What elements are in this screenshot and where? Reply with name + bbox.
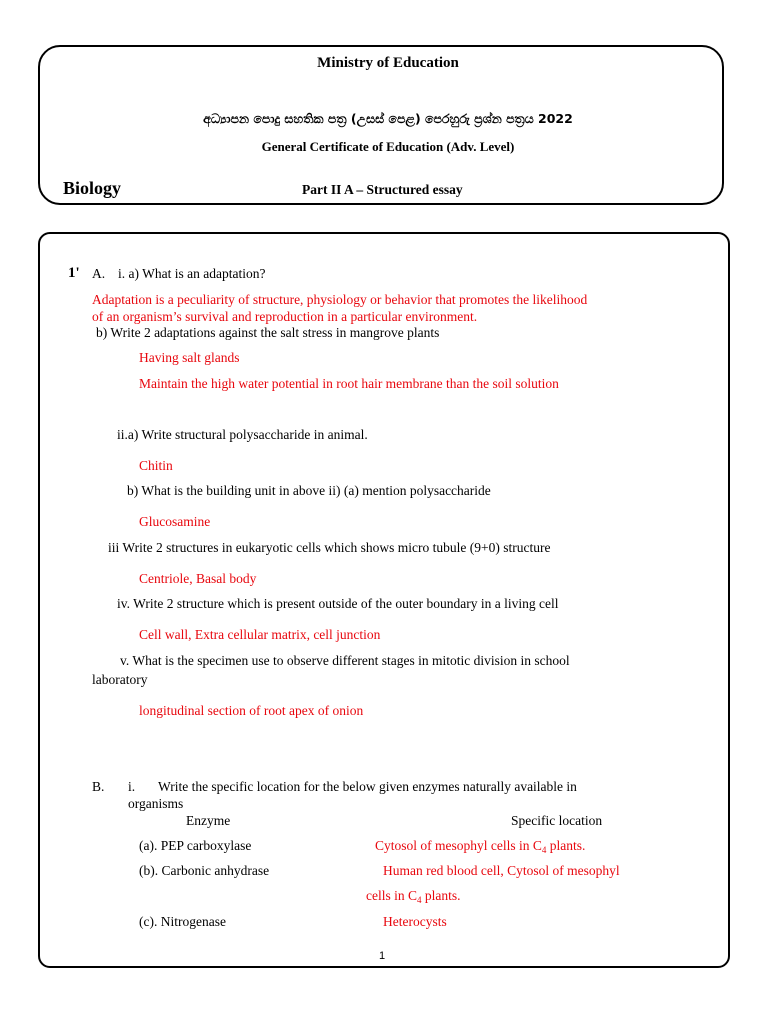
gce-title: General Certificate of Education (Adv. Level) <box>261 139 515 154</box>
part-title: Part II A – Structured essay <box>302 182 463 197</box>
section-b-label: B. <box>92 779 105 794</box>
question-a-iv: iv. Write 2 structure which is present outside of the outer boundary in a living cell <box>117 596 559 611</box>
section-b-i-label: i. <box>128 779 136 794</box>
answer-a-i-b-2: Maintain the high water potential in root hair membrane than the soil solution <box>139 376 559 391</box>
question-a-iii: iii Write 2 structures in eukaryotic cells which shows micro tubule (9+0) structure <box>108 540 551 555</box>
section-a-label: A. <box>92 266 106 281</box>
question-a-i-b: b) Write 2 adaptations against the salt stress in mangrove plants <box>96 325 440 340</box>
answer-a-i-a-line1: Adaptation is a peculiarity of structure, physiology or behavior that promotes the likelihood <box>92 292 588 307</box>
location-c: Heterocysts <box>383 914 447 929</box>
location-b-line1: Human red blood cell, Cytosol of mesophyl <box>383 863 620 878</box>
question-a-v-line1: v. What is the specimen use to observe different stages in mitotic division in school <box>120 653 570 668</box>
enzyme-b: (b). Carbonic anhydrase <box>139 863 270 878</box>
column-header-location: Specific location <box>511 813 603 828</box>
question-a-i-a: i. a) What is an adaptation? <box>118 266 266 281</box>
answer-a-iii: Centriole, Basal body <box>139 571 257 586</box>
enzyme-a: (a). PEP carboxylase <box>139 838 252 853</box>
ministry-title: Ministry of Education <box>317 55 459 71</box>
answer-a-ii-a: Chitin <box>139 458 173 473</box>
question-number: 1' <box>68 265 80 281</box>
question-a-ii-b: b) What is the building unit in above ii) (a) mention polysaccharide <box>127 483 491 498</box>
location-a: Cytosol of mesophyl cells in $C_4$ plants. <box>375 838 586 855</box>
enzyme-c: (c). Nitrogenase <box>139 914 226 929</box>
question-b-i-line2: organisms <box>128 796 184 811</box>
column-header-enzyme: Enzyme <box>186 813 231 828</box>
question-a-ii-a: ii.a) Write structural polysaccharide in animal. <box>117 427 368 442</box>
subject-title: Biology <box>63 178 122 198</box>
answer-a-i-a-line2: of an organism’s survival and reproduction in a particular environment. <box>92 309 478 324</box>
answer-a-v: longitudinal section of root apex of onion <box>139 703 364 718</box>
question-a-v-line2: laboratory <box>92 672 148 687</box>
answer-a-iv: Cell wall, Extra cellular matrix, cell junction <box>139 627 381 642</box>
answer-a-i-b-1: Having salt glands <box>139 350 240 365</box>
question-b-i-line1: Write the specific location for the below given enzymes naturally available in <box>158 779 577 794</box>
location-b-line2: cells in $C_4$ plants. <box>366 888 461 905</box>
page-number: 1 <box>379 950 386 962</box>
answer-a-ii-b: Glucosamine <box>139 514 211 529</box>
sinhala-exam-title: අධ්‍යාපන පොදු සහතික පත්‍ර (උසස් පෙළ) පෙරහුරු ප්‍රශ්න පත්‍රය 2022 <box>203 111 573 126</box>
